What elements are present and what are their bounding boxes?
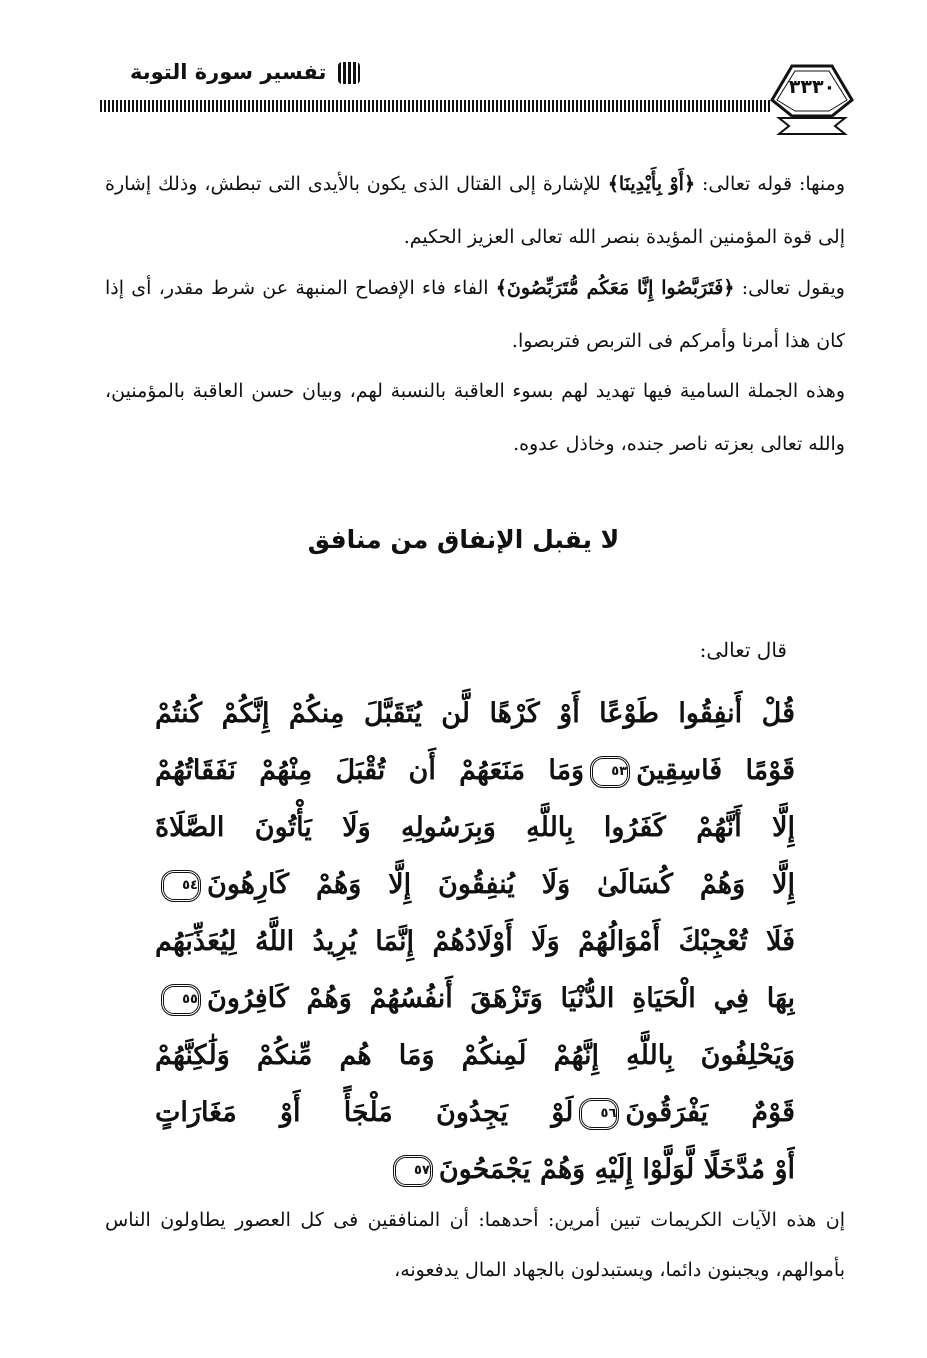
page-header xyxy=(100,52,867,142)
verse-line xyxy=(155,1027,795,1084)
ornament-icon xyxy=(338,62,360,84)
verse-text: لَوْ يَجِدُونَ مَلْجَأً أَوْ مَغَارَاتٍ xyxy=(155,1097,574,1128)
verse-text: قَوْمًا فَاسِقِينَ xyxy=(636,755,795,786)
quran-verses xyxy=(155,685,795,1198)
verse-line xyxy=(155,799,795,856)
verse-text: إِلَّا أَنَّهُمْ كَفَرُوا بِاللَّهِ وَبِرَسُولِهِ وَلَا يَأْتُونَ الصَّلَاةَ xyxy=(155,812,795,843)
verse-text: قُلْ أَنفِقُوا طَوْعًا أَوْ كَرْهًا لَّن يُتَقَبَّلَ مِنكُمْ إِنَّكُمْ كُنتُمْ xyxy=(155,698,795,729)
verse-text: بِهَا فِي الْحَيَاةِ الدُّنْيَا وَتَزْهَقَ أَنفُسُهُمْ وَهُمْ كَافِرُونَ xyxy=(207,983,795,1014)
intro-text: قال تعالى: xyxy=(699,638,787,662)
paragraph-text: الفاء فاء الإفصاح المنبهة عن شرط مقدر، أى إذا كان هذا أمرنا وأمركم فى التربص فتربصوا. xyxy=(105,277,845,352)
verse-text: فَلَا تُعْجِبْكَ أَمْوَالُهُمْ وَلَا أَوْلَادُهُمْ إِنَّمَا يُرِيدُ اللَّهُ لِيُعَذِّبَهُم xyxy=(155,926,795,957)
verse-line xyxy=(155,742,795,799)
verse-line xyxy=(155,685,795,742)
paragraph-text: للإشارة إلى القتال الذى يكون بالأيدى التى تبطش، وذلك إشارة إلى قوة المؤمنين المؤيدة بنصر الله تعالى العزيز الحكيم. xyxy=(105,173,845,248)
verse-text: قَوْمٌ يَفْرَقُونَ xyxy=(625,1097,795,1128)
verse-line xyxy=(155,856,795,913)
section-title: لا يقبل الإنفاق من منافق xyxy=(307,525,620,554)
ayah-number-icon: ٥٤ xyxy=(161,870,201,902)
verse-line xyxy=(155,913,795,970)
header-title: تفسير سورة التوبة xyxy=(130,60,327,84)
verse-line xyxy=(155,1141,795,1198)
quran-quote: ﴿أَوْ بِأَيْدِينَا﴾ xyxy=(607,173,696,195)
ayah-number-icon: ٥٦ xyxy=(579,1098,619,1130)
verse-text: وَيَحْلِفُونَ بِاللَّهِ إِنَّهُمْ لَمِنكُمْ وَمَا هُم مِّنكُمْ وَلَٰكِنَّهُمْ xyxy=(155,1040,795,1071)
ayah-number-icon: ٥٣ xyxy=(590,756,630,788)
paragraph-text: ومنها: قوله تعالى: xyxy=(695,173,846,195)
paragraph-1 xyxy=(105,158,845,264)
page-number-badge-icon xyxy=(757,58,867,142)
ayah-number-icon: ٥٧ xyxy=(393,1155,433,1187)
header-rule xyxy=(100,100,772,112)
paragraph-text: وهذه الجملة السامية فيها تهديد لهم بسوء العاقبة بالنسبة لهم، وبيان حسن العاقبة بالمؤمنين، والله تعالى بعزته ناصر جنده، وخاذل عدوه. xyxy=(105,380,845,455)
closing-paragraph: إن هذه الآيات الكريمات تبين أمرين: أحدهما: أن المنافقين فى كل العصور يطاولون الناس بأموالهم، ويجبنون دائما، ويستبدلون بالجهاد المال يدفعونه، xyxy=(105,1209,845,1281)
quran-quote: ﴿فَتَرَبَّصُوا إِنَّا مَعَكُم مُّتَرَبِّصُونَ﴾ xyxy=(495,277,735,299)
page-number: ٣٣٣٠ xyxy=(788,76,836,98)
paragraph-text: ويقول تعالى: xyxy=(734,277,845,299)
verse-text: وَمَا مَنَعَهُمْ أَن تُقْبَلَ مِنْهُمْ نَفَقَاتُهُمْ xyxy=(155,755,585,786)
paragraph-2 xyxy=(105,262,845,368)
verse-text: إِلَّا وَهُمْ كُسَالَىٰ وَلَا يُنفِقُونَ إِلَّا وَهُمْ كَارِهُونَ xyxy=(207,869,795,900)
verse-line xyxy=(155,1084,795,1141)
verse-line xyxy=(155,970,795,1027)
paragraph-3 xyxy=(105,365,845,471)
verse-text: أَوْ مُدَّخَلًا لَّوَلَّوْا إِلَيْهِ وَهُمْ يَجْمَحُونَ xyxy=(438,1154,795,1185)
ayah-number-icon: ٥٥ xyxy=(161,984,201,1016)
